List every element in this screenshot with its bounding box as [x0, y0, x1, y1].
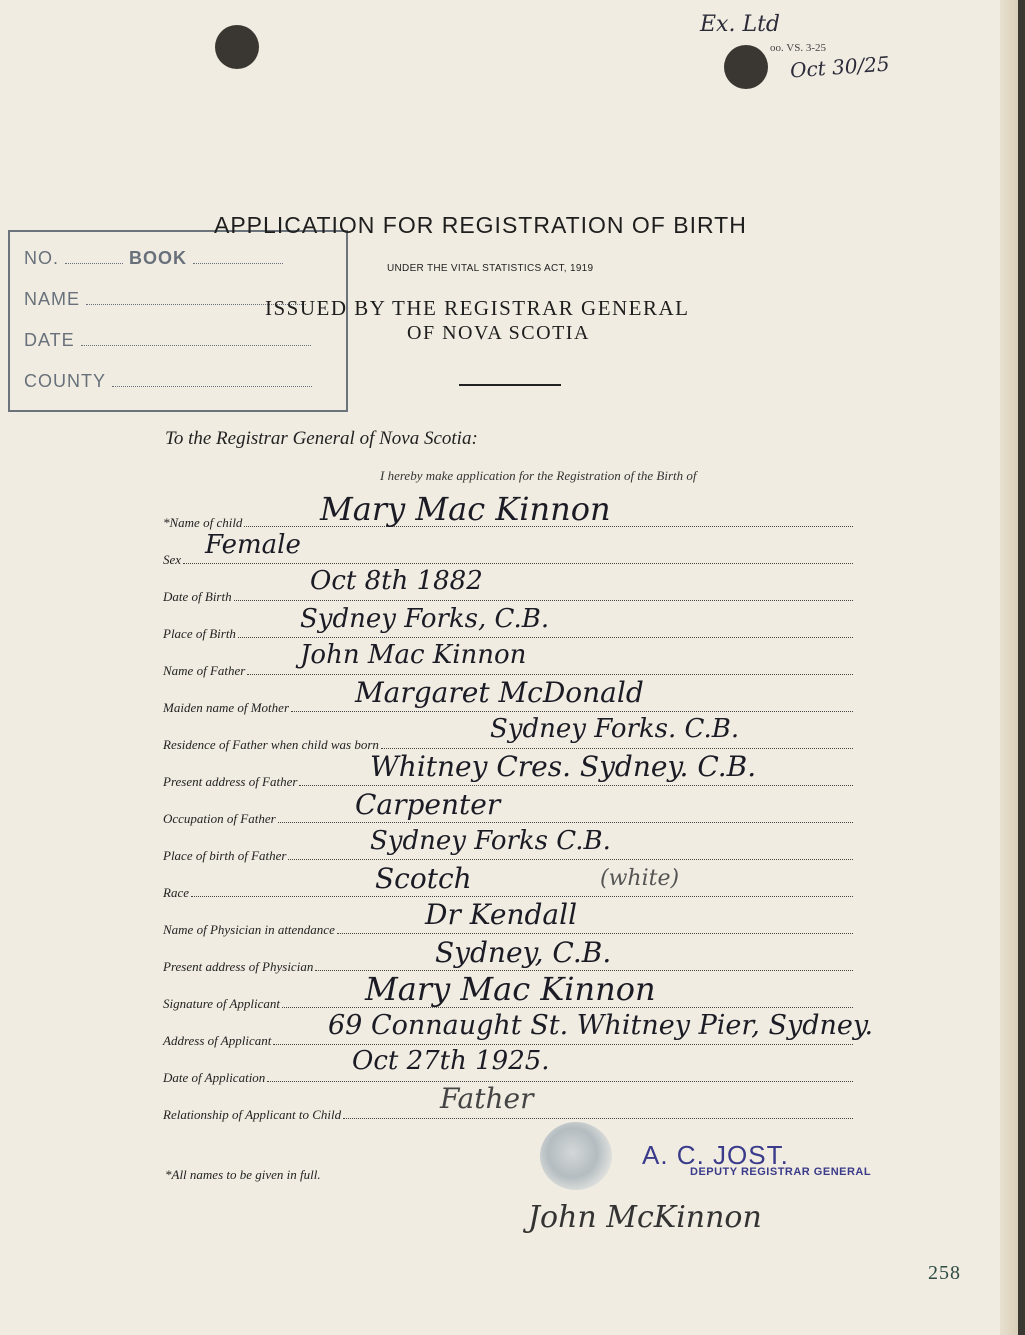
field-label: Sex: [163, 552, 182, 567]
field-occupation-of-father: [163, 805, 853, 827]
stamp-name-row: [24, 289, 306, 310]
form-title: APPLICATION FOR REGISTRATION OF BIRTH: [214, 212, 747, 238]
field-label: Signature of Applicant: [163, 996, 280, 1011]
stamp-county-label: COUNTY: [24, 371, 106, 391]
field-value: Mary Mac Kinnon: [320, 490, 611, 528]
field-value: Margaret McDonald: [355, 676, 644, 709]
field-value: Sydney, C.B.: [435, 936, 612, 969]
top-handwritten-date: Oct 30/25: [789, 51, 891, 83]
embossed-seal: [540, 1122, 612, 1190]
field-label: Date of Birth: [163, 589, 232, 604]
footnote: *All names to be given in full.: [165, 1167, 321, 1182]
stamp-no-row: [24, 248, 283, 269]
form-subtitle: UNDER THE VITAL STATISTICS ACT, 1919: [387, 263, 594, 274]
field-value: Sydney Forks C.B.: [370, 826, 611, 856]
field-date-of-birth: [163, 583, 853, 605]
punch-hole-right: [724, 45, 768, 89]
issued-by-line: ISSUED BY THE REGISTRAR GENERAL: [265, 296, 690, 320]
addressee-line: To the Registrar General of Nova Scotia:: [165, 428, 478, 449]
field-label: Present address of Father: [163, 774, 298, 789]
field-value: Oct 27th 1925.: [352, 1046, 550, 1076]
field-label: Race: [163, 885, 189, 900]
top-handwritten-note: Ex. Ltd: [700, 12, 780, 37]
field-value: Oct 8th 1882: [310, 566, 483, 596]
paper-edge: [1000, 0, 1018, 1335]
stamp-name-label: NAME: [24, 289, 81, 309]
official-stamp-title: DEPUTY REGISTRAR GENERAL: [690, 1166, 872, 1178]
field-label: Address of Applicant: [163, 1033, 272, 1048]
field-value: Scotch: [375, 862, 472, 895]
field-value: Whitney Cres. Sydney. C.B.: [370, 750, 757, 783]
issued-by-line-2: OF NOVA SCOTIA: [407, 322, 590, 344]
field-label: Occupation of Father: [163, 811, 276, 826]
stamp-date-label: DATE: [24, 330, 75, 350]
official-stamp-name: A. C. JOST.: [642, 1140, 789, 1170]
race-note: (white): [600, 866, 680, 891]
field-value: Female: [205, 530, 301, 560]
field-value: 69 Connaught St. Whitney Pier, Sydney.: [328, 1010, 874, 1041]
field-value: Dr Kendall: [425, 898, 578, 931]
title-divider: [459, 384, 561, 386]
field-label: Place of birth of Father: [163, 848, 287, 863]
field-value: Sydney Forks. C.B.: [490, 714, 740, 744]
bottom-signature: John McKinnon: [528, 1200, 762, 1235]
registry-stamp: [8, 230, 348, 412]
intro-line: I hereby make application for the Registration of the Birth of: [380, 468, 697, 483]
field-value: Father: [440, 1082, 534, 1115]
stamp-no-label: NO.: [24, 248, 60, 268]
field-label: Name of Physician in attendance: [163, 922, 335, 937]
field-label: Present address of Physician: [163, 959, 314, 974]
field-label: Place of Birth: [163, 626, 236, 641]
stamp-county-row: [24, 371, 312, 392]
field-value: John Mac Kinnon: [300, 640, 527, 670]
field-value: Sydney Forks, C.B.: [300, 604, 550, 634]
field-label: Relationship of Applicant to Child: [163, 1107, 342, 1122]
page-number: 258: [928, 1262, 961, 1284]
stamp-book-label: BOOK: [129, 248, 188, 268]
form-code: oo. VS. 3-25: [770, 42, 827, 54]
stamp-date-row: [24, 330, 311, 351]
field-value: Mary Mac Kinnon: [365, 970, 656, 1008]
punch-hole-left: [215, 25, 259, 69]
field-label: Name of Father: [163, 663, 246, 678]
field-label: Residence of Father when child was born: [163, 737, 379, 752]
field-label: Date of Application: [163, 1070, 266, 1085]
field-label: *Name of child: [163, 515, 243, 530]
field-label: Maiden name of Mother: [163, 700, 290, 715]
field-value: Carpenter: [355, 788, 501, 821]
